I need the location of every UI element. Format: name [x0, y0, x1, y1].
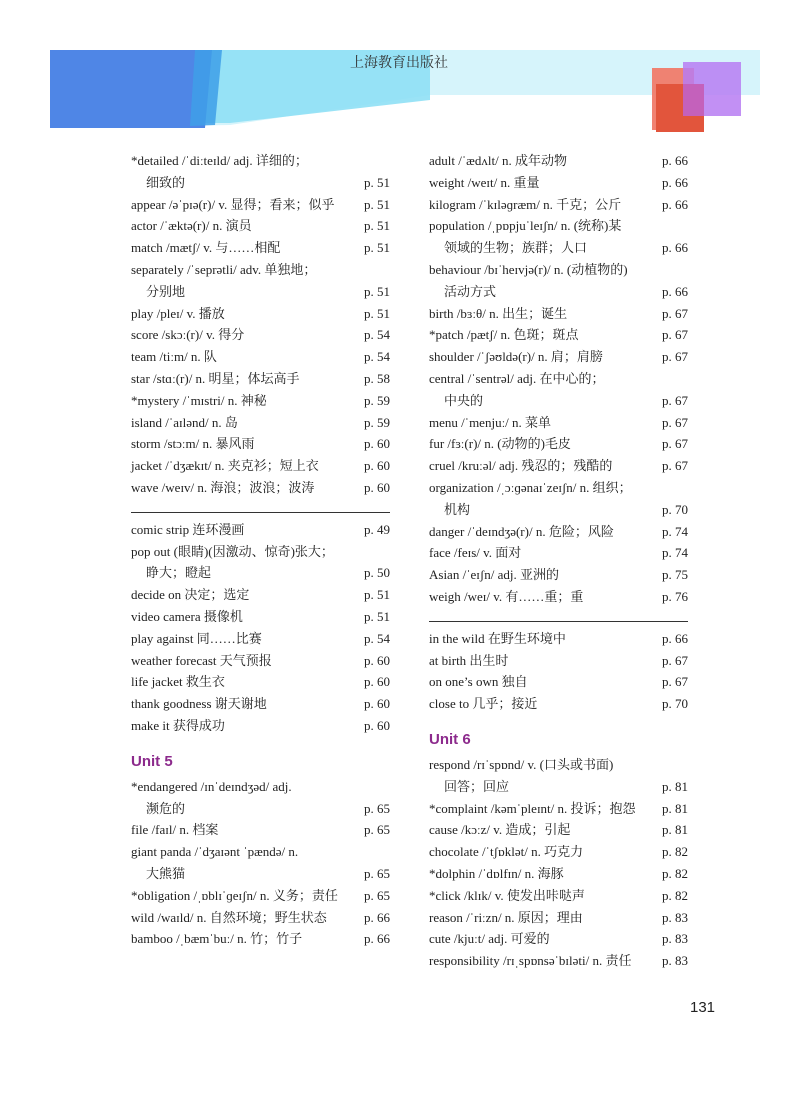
- unit-heading: Unit 5: [131, 752, 173, 770]
- entry-word: face /feɪs/ v. 面对: [429, 545, 522, 561]
- entry-page: p. 50: [364, 565, 390, 581]
- entry-page: p. 58: [364, 370, 390, 386]
- entry-word: *endangered /ɪnˈdeɪndʒəd/ adj.: [131, 778, 292, 794]
- entry-word: play /pleɪ/ v. 播放: [131, 305, 225, 321]
- entry-continuation: 细致的: [146, 174, 186, 190]
- entry-word: responsibility /rɪˌspɒnsəˈbɪləti/ n. 责任: [429, 953, 632, 969]
- entry-page: p. 82: [662, 887, 688, 903]
- entry-page: p. 60: [364, 479, 390, 495]
- entry-word: cruel /kruːəl/ adj. 残忍的；残酷的: [429, 458, 613, 474]
- entry-word: population /ˌpɒpjuˈleɪʃn/ n. (统称)某: [429, 218, 622, 234]
- entry-continuation: 分别地: [146, 283, 186, 299]
- entry-word: star /stɑː(r)/ n. 明星；体坛高手: [131, 370, 300, 386]
- entry-word: in the wild 在野生环境中: [429, 630, 566, 646]
- entry-word: *complaint /kəmˈpleɪnt/ n. 投诉；抱怨: [429, 800, 636, 816]
- entry-word: cause /kɔːz/ v. 造成；引起: [429, 822, 571, 838]
- entry-page: p. 83: [662, 953, 688, 969]
- entry-word: central /ˈsentrəl/ adj. 在中心的；: [429, 370, 605, 386]
- entry-word: fur /fɜː(r)/ n. (动物的)毛皮: [429, 436, 571, 452]
- entry-word: close to 几乎；接近: [429, 696, 538, 712]
- glossary-entry: [131, 433, 390, 455]
- entry-word: wave /weɪv/ n. 海浪；波浪；波涛: [131, 479, 315, 495]
- glossary-entry: [131, 455, 390, 477]
- glossary-entry: [131, 324, 390, 346]
- entry-word: separately /ˈseprətli/ adv. 单独地；: [131, 261, 317, 277]
- entry-page: p. 65: [364, 822, 390, 838]
- entry-page: p. 70: [662, 501, 688, 517]
- glossary-entry: [429, 928, 688, 950]
- entry-continuation: 活动方式: [444, 283, 497, 299]
- entry-word: match /mætʃ/ v. 与……相配: [131, 240, 281, 256]
- entry-page: p. 67: [662, 349, 688, 365]
- glossary-entry: [429, 433, 688, 455]
- section-divider: [429, 621, 688, 622]
- entry-word: play against 同……比赛: [131, 630, 262, 646]
- entry-page: p. 65: [364, 800, 390, 816]
- entry-page: p. 60: [364, 696, 390, 712]
- entry-page: p. 83: [662, 909, 688, 925]
- glossary-entry: [131, 776, 390, 820]
- entry-word: menu /ˈmenjuː/ n. 菜单: [429, 414, 552, 430]
- glossary-entry: [429, 150, 688, 172]
- entry-page: p. 74: [662, 545, 688, 561]
- entry-page: p. 60: [364, 458, 390, 474]
- entry-continuation: 大熊猫: [146, 865, 186, 881]
- entry-continuation: 濒危的: [146, 800, 186, 816]
- entry-page: p. 60: [364, 717, 390, 733]
- entry-word: adult /ˈædʌlt/ n. 成年动物: [429, 153, 567, 168]
- glossary-entry: [429, 542, 688, 564]
- right-column: [429, 150, 688, 972]
- glossary-entry: [429, 564, 688, 586]
- entry-page: p. 81: [662, 800, 688, 816]
- entry-page: p. 82: [662, 844, 688, 860]
- glossary-entry: [131, 303, 390, 325]
- entry-page: p. 66: [364, 909, 390, 925]
- entry-page: p. 74: [662, 523, 688, 539]
- entry-word: team /tiːm/ n. 队: [131, 349, 217, 365]
- entry-word: storm /stɔːm/ n. 暴风雨: [131, 436, 255, 452]
- entry-page: p. 51: [364, 305, 390, 321]
- entry-page: p. 59: [364, 392, 390, 408]
- glossary-entry: [131, 715, 390, 737]
- entry-page: p. 65: [364, 887, 390, 903]
- entry-word: *detailed /ˈdiːteɪld/ adj. 详细的；: [131, 153, 308, 168]
- entry-word: island /ˈaɪlənd/ n. 岛: [131, 414, 238, 430]
- entry-word: shoulder /ˈʃəʊldə(r)/ n. 肩；肩膀: [429, 349, 603, 365]
- section-divider: [131, 512, 390, 513]
- entry-word: pop out (眼睛)(因激动、惊奇)张大；: [131, 543, 334, 559]
- glossary-entry: [429, 671, 688, 693]
- glossary-entry: [429, 303, 688, 325]
- glossary-entry: [429, 172, 688, 194]
- entry-page: p. 60: [364, 436, 390, 452]
- entry-word: *obligation /ˌɒblɪˈɡeɪʃn/ n. 义务；责任: [131, 887, 338, 903]
- glossary-entry: [131, 150, 390, 194]
- glossary-entry: [429, 950, 688, 972]
- glossary-entry: [429, 368, 688, 412]
- entry-page: p. 54: [364, 327, 390, 343]
- entry-page: p. 66: [364, 931, 390, 947]
- entry-word: birth /bɜːθ/ n. 出生；诞生: [429, 305, 568, 321]
- glossary-entry: [429, 819, 688, 841]
- entry-continuation: 睁大；瞪起: [146, 565, 212, 581]
- entry-page: p. 59: [364, 414, 390, 430]
- glossary-entry: [429, 885, 688, 907]
- unit-heading: Unit 6: [429, 730, 471, 748]
- glossary-entry: [429, 650, 688, 672]
- glossary-entry: [131, 368, 390, 390]
- entry-word: giant panda /ˈdʒaɪənt ˈpændə/ n.: [131, 844, 299, 860]
- entry-page: p. 60: [364, 652, 390, 668]
- entry-word: score /skɔː(r)/ v. 得分: [131, 327, 245, 343]
- publisher-name: 上海教育出版社: [350, 55, 448, 71]
- glossary-entry: [131, 819, 390, 841]
- entry-page: p. 66: [662, 174, 688, 190]
- entry-page: p. 51: [364, 196, 390, 212]
- glossary-entry: [429, 841, 688, 863]
- entry-page: p. 66: [662, 630, 688, 646]
- entry-page: p. 51: [364, 608, 390, 624]
- entry-word: actor /ˈæktə(r)/ n. 演员: [131, 218, 252, 234]
- entry-page: p. 67: [662, 414, 688, 430]
- glossary-entry: [131, 628, 390, 650]
- glossary-entry: [131, 519, 390, 541]
- glossary-entry: [429, 412, 688, 434]
- glossary-entry: [429, 346, 688, 368]
- entry-page: p. 67: [662, 327, 688, 343]
- glossary-entry: [429, 324, 688, 346]
- glossary-entry: [131, 412, 390, 434]
- header-banner: [0, 0, 800, 140]
- glossary-entry: [131, 841, 390, 885]
- entry-word: *click /klɪk/ v. 使发出咔哒声: [429, 887, 585, 903]
- glossary-entry: [131, 584, 390, 606]
- glossary-entry: [429, 693, 688, 715]
- entry-word: on one’s own 独自: [429, 674, 528, 690]
- entry-page: p. 66: [662, 283, 688, 299]
- glossary-entry: [429, 754, 688, 798]
- entry-page: p. 67: [662, 392, 688, 408]
- entry-word: thank goodness 谢天谢地: [131, 696, 267, 712]
- entry-page: p. 67: [662, 674, 688, 690]
- entry-word: behaviour /bɪˈheɪvjə(r)/ n. (动植物的): [429, 261, 628, 277]
- glossary-entry: [131, 390, 390, 412]
- entry-word: chocolate /ˈtʃɒklət/ n. 巧克力: [429, 844, 584, 860]
- entry-word: *mystery /ˈmɪstri/ n. 神秘: [131, 392, 267, 408]
- entry-word: *patch /pætʃ/ n. 色斑；斑点: [429, 327, 579, 343]
- glossary-entry: [429, 194, 688, 216]
- entry-continuation: 回答；回应: [444, 778, 510, 794]
- entry-word: respond /rɪˈspɒnd/ v. (口头或书面): [429, 756, 614, 772]
- glossary-entry: [429, 798, 688, 820]
- glossary-entry: [131, 259, 390, 303]
- entry-page: p. 66: [662, 240, 688, 256]
- glossary-entry: [429, 521, 688, 543]
- entry-word: file /faɪl/ n. 档案: [131, 822, 219, 838]
- entry-page: p. 70: [662, 696, 688, 712]
- entry-word: video camera 摄像机: [131, 608, 243, 624]
- glossary-entry: [131, 606, 390, 628]
- entry-word: reason /ˈriːzn/ n. 原因；理由: [429, 909, 583, 925]
- glossary-entry: [131, 215, 390, 237]
- glossary-entry: [131, 671, 390, 693]
- entry-word: Asian /ˈeɪʃn/ adj. 亚洲的: [429, 567, 559, 583]
- entry-page: p. 76: [662, 588, 688, 604]
- entry-word: bamboo /ˌbæmˈbuː/ n. 竹；竹子: [131, 931, 303, 947]
- entry-page: p. 67: [662, 458, 688, 474]
- entry-word: cute /kjuːt/ adj. 可爱的: [429, 931, 550, 947]
- entry-word: make it 获得成功: [131, 717, 225, 733]
- glossary-entry: [429, 215, 688, 259]
- entry-page: p. 67: [662, 305, 688, 321]
- left-column: [131, 150, 390, 950]
- entry-page: p. 67: [662, 652, 688, 668]
- glossary-entry: [429, 259, 688, 303]
- entry-page: p. 66: [662, 196, 688, 212]
- glossary-entry: [131, 477, 390, 499]
- page-number: 131: [690, 999, 716, 1016]
- entry-page: p. 66: [662, 153, 688, 168]
- glossary-entry: [429, 907, 688, 929]
- entry-word: life jacket 救生衣: [131, 674, 225, 690]
- entry-page: p. 51: [364, 283, 390, 299]
- entry-page: p. 81: [662, 822, 688, 838]
- entry-page: p. 82: [662, 865, 688, 881]
- glossary-entry: [131, 650, 390, 672]
- entry-page: p. 51: [364, 174, 390, 190]
- entry-page: p. 60: [364, 674, 390, 690]
- entry-page: p. 67: [662, 436, 688, 452]
- entry-word: decide on 决定；选定: [131, 587, 250, 603]
- entry-page: p. 54: [364, 349, 390, 365]
- glossary-entry: [429, 477, 688, 521]
- entry-continuation: 领域的生物；族群；人口: [444, 240, 588, 256]
- entry-page: p. 51: [364, 240, 390, 256]
- glossary-entry: [131, 194, 390, 216]
- entry-page: p. 75: [662, 567, 688, 583]
- glossary-entry: [131, 885, 390, 907]
- entry-page: p. 51: [364, 218, 390, 234]
- entry-word: jacket /ˈdʒækɪt/ n. 夹克衫；短上衣: [131, 458, 319, 474]
- entry-page: p. 49: [364, 521, 390, 537]
- entry-word: wild /waɪld/ n. 自然环境；野生状态: [131, 909, 327, 925]
- entry-page: p. 83: [662, 931, 688, 947]
- entry-word: weight /weɪt/ n. 重量: [429, 174, 540, 190]
- glossary-entry: [429, 863, 688, 885]
- glossary-entry: [131, 541, 390, 585]
- entry-word: *dolphin /ˈdɒlfɪn/ n. 海豚: [429, 865, 564, 881]
- glossary-entry: [429, 628, 688, 650]
- glossary-entry: [131, 237, 390, 259]
- entry-continuation: 机构: [444, 501, 471, 517]
- glossary-entry: [131, 693, 390, 715]
- glossary-entry: [429, 455, 688, 477]
- entry-word: kilogram /ˈkɪləɡræm/ n. 千克；公斤: [429, 196, 622, 212]
- entry-word: danger /ˈdeɪndʒə(r)/ n. 危险；风险: [429, 523, 614, 539]
- entry-word: weather forecast 天气预报: [131, 652, 272, 668]
- glossary-entry: [131, 907, 390, 929]
- entry-page: p. 54: [364, 630, 390, 646]
- entry-word: comic strip 连环漫画: [131, 521, 245, 537]
- entry-continuation: 中央的: [444, 392, 484, 408]
- entry-page: p. 51: [364, 587, 390, 603]
- entry-word: at birth 出生时: [429, 652, 509, 668]
- entry-word: appear /əˈpɪə(r)/ v. 显得；看来；似乎: [131, 196, 335, 212]
- glossary-entry: [429, 586, 688, 608]
- entry-word: weigh /weɪ/ v. 有……重；重: [429, 588, 584, 604]
- entry-page: p. 65: [364, 865, 390, 881]
- glossary-entry: [131, 928, 390, 950]
- entry-page: p. 81: [662, 778, 688, 794]
- entry-word: organization /ˌɔːɡənaɪˈzeɪʃn/ n. 组织；: [429, 479, 632, 495]
- glossary-entry: [131, 346, 390, 368]
